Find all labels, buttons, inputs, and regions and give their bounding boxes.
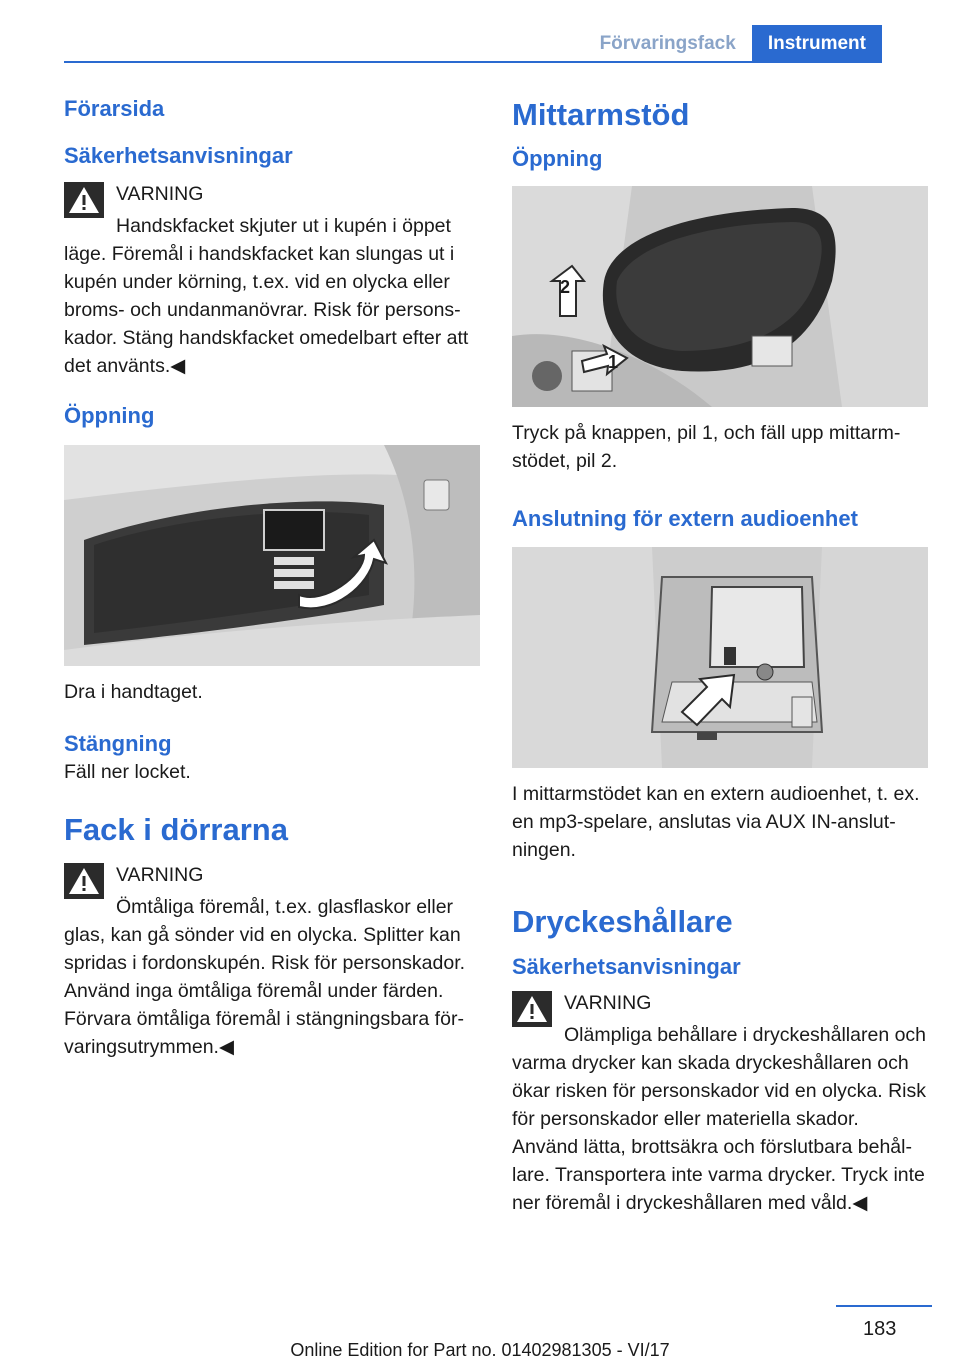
fig-label-1: 1	[608, 351, 619, 372]
warning-block	[64, 178, 480, 380]
caption-dra-handtaget: Dra i handtaget.	[64, 680, 203, 703]
left-column	[64, 95, 480, 1061]
tab-forvaringsfack[interactable]: Förvaringsfack	[584, 25, 752, 62]
heading-mittarmstod: Mittarmstöd	[512, 97, 690, 132]
tab-instrument[interactable]: Instrument	[752, 25, 882, 62]
glovebox-illustration	[64, 445, 480, 666]
warning-icon	[512, 991, 552, 1027]
edition-footer: Online Edition for Part no. 01402981305 - VI/17	[290, 1340, 670, 1360]
warning-icon	[64, 863, 104, 899]
page-number: 183	[863, 1318, 897, 1340]
fig-label-2: 2	[560, 276, 571, 297]
heading-stangning: Stängning	[64, 730, 172, 756]
heading-anslutning: Anslutning för extern audioenhet	[512, 505, 858, 531]
warning-title: VARNING	[564, 992, 652, 1015]
warning-text: Ömtåliga föremål, t.ex. glasflaskor eller glas, kan gå sönder vid en olycka. Splitter kan spridas i fordonskupén. Risk för personskador. Använd inga ömtåliga föremål under färden. Förvara ömtåliga föremål i stängningsbara förvaringsutrymmen.◀	[64, 895, 466, 1058]
heading-sakerhetsanvisningar: Säkerhetsanvisningar	[64, 142, 293, 168]
warning-title: VARNING	[116, 863, 204, 886]
header-rule	[64, 61, 882, 63]
caption-tryck-knappen: Tryck på knappen, pil 1, och fäll upp mittarmstödet, pil 2.	[512, 421, 901, 472]
aux-illustration	[512, 547, 928, 768]
warning-block-dryck	[512, 987, 928, 1217]
page-number-rule	[836, 1305, 932, 1307]
right-column	[512, 95, 928, 1217]
heading-sakerhetsanvisningar-dryck: Säkerhetsanvisningar	[512, 953, 741, 979]
heading-oppning-armstod: Öppning	[512, 146, 603, 172]
heading-fack-i-dorrarna: Fack i dörrarna	[64, 812, 288, 848]
header-tabs	[584, 25, 882, 62]
warning-text: Handskfacket skjuter ut i kupén i öppet läge. Föremål i handskfacket kan slungas ut i kupén under körning, t.ex. vid en olycka eller broms- och undanmanövrar. Risk för personskador. Stäng handskfacket omedelbart efter att det använts.◀	[64, 215, 469, 378]
warning-icon	[64, 182, 104, 218]
heading-dryckeshallare: Dryckeshållare	[512, 904, 733, 940]
warning-block-doors	[64, 859, 480, 1061]
caption-aux: I mittarmstödet kan en extern audioenhet, t. ex. en mp3-spelare, anslutas via AUX IN-anslutningen.	[512, 783, 920, 862]
warning-title: VARNING	[116, 183, 204, 206]
warning-text: Olämpliga behållare i dryckeshållaren och varma drycker kan skada dryckeshållaren och ökar risken för personskador vid en olycka. Risk för personskador eller materiella skador. Använd lätta, brottsäkra och förslutbara behållare. Transportera inte varma drycker. Tryck inte ner föremål i dryckeshållaren med våld.◀	[512, 1024, 927, 1215]
armrest-illustration	[512, 186, 928, 407]
heading-oppning: Öppning	[64, 403, 155, 429]
text-stangning: Fäll ner locket.	[64, 761, 191, 784]
heading-forarsida: Förarsida	[64, 96, 165, 121]
